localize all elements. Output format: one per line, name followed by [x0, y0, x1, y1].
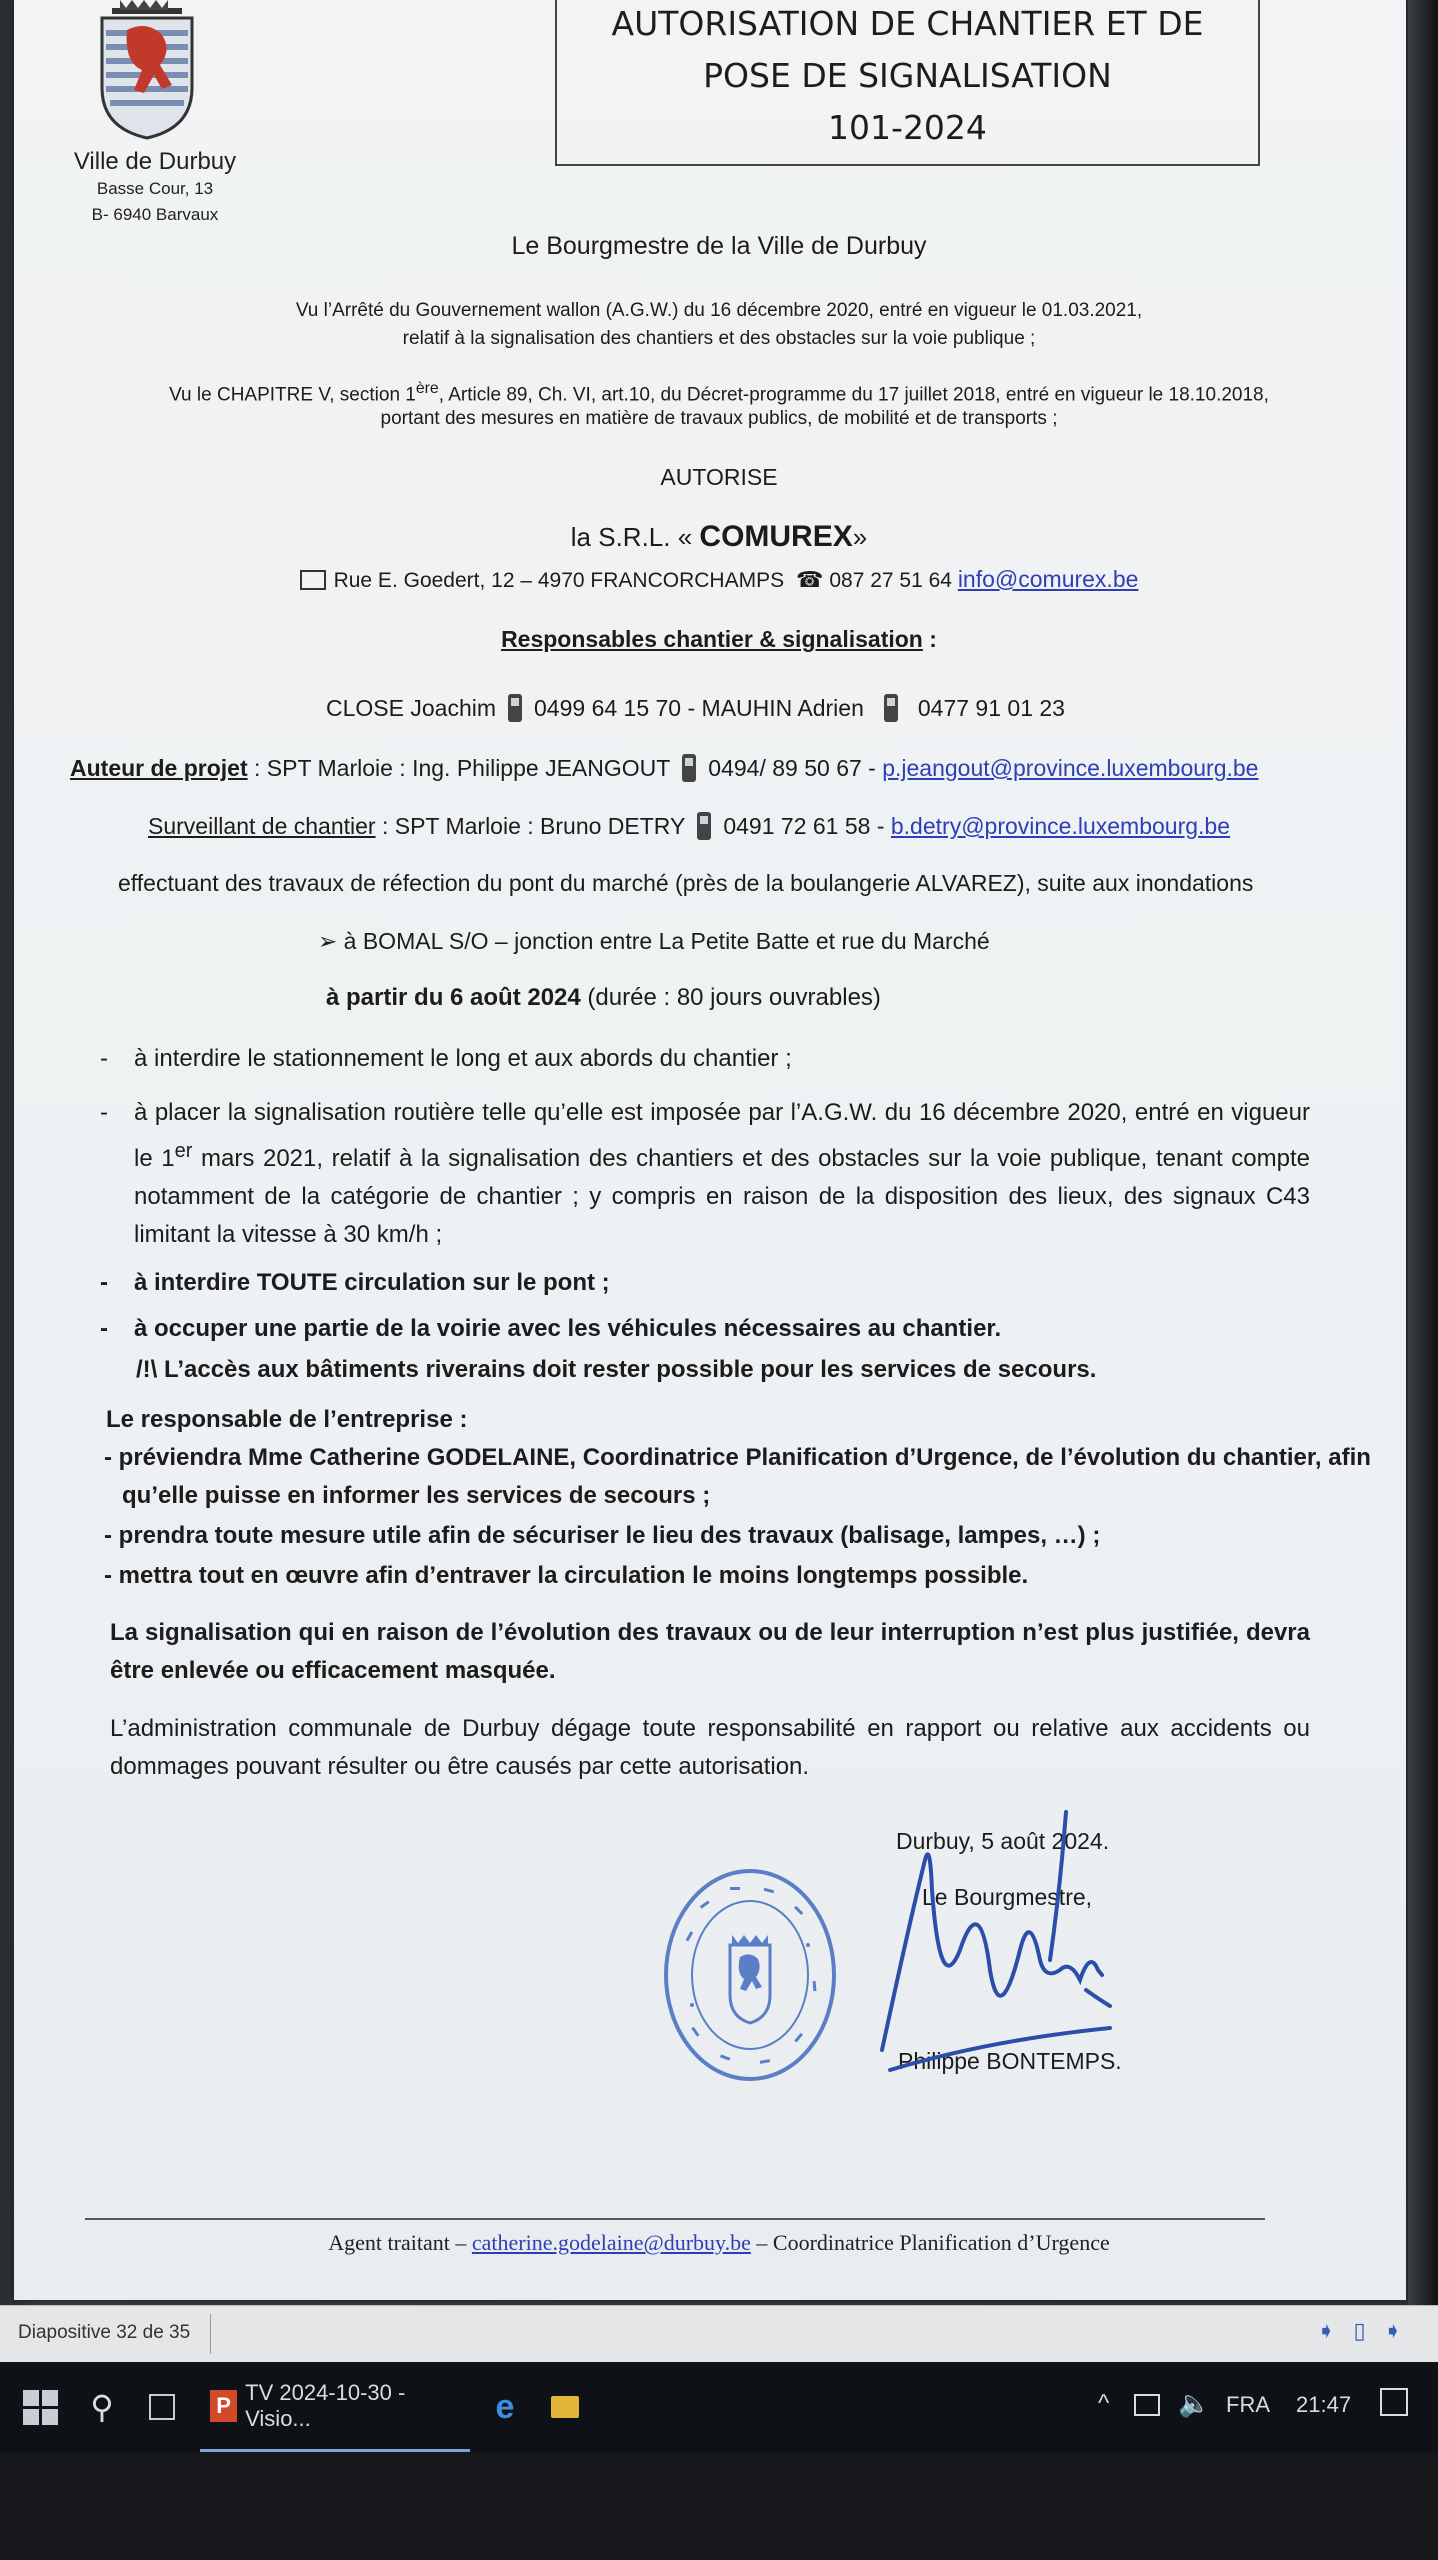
status-bar-controls [1317, 2318, 1420, 2344]
notification-icon[interactable] [1380, 2388, 1408, 2416]
title-line1: AUTORISATION DE CHANTIER ET DE [611, 4, 1204, 43]
network-icon[interactable] [1134, 2394, 1160, 2416]
taskbar-app-file-explorer[interactable] [540, 2362, 590, 2452]
signature-name: Philippe BONTEMPS. [898, 2048, 1122, 2074]
responsable-heading: Le responsable de l’entreprise : [106, 1406, 468, 1433]
company-address: Rue E. Goedert, 12 – 4970 FRANCORCHAMPS [333, 569, 785, 592]
paragraph-signalisation: La signalisation qui en raison de l’évolution des travaux ou de leur interruption n’est plus justifiée, devra être enlevée ou efficacement masquée. [110, 1619, 1310, 1684]
issuer: Le Bourgmestre de la Ville de Durbuy [511, 232, 927, 260]
bullet-4: - à occuper une partie de la voirie avec les véhicules nécessaires au chantier. [100, 1310, 1310, 1348]
auteur-line [70, 754, 1258, 782]
clock[interactable]: 21:47 [1296, 2392, 1352, 2417]
task-view-icon [149, 2394, 175, 2420]
taskbar-app-powerpoint[interactable] [200, 2362, 470, 2452]
responsables-contacts [326, 694, 1065, 722]
search-button[interactable] [72, 2362, 132, 2452]
responsable-1-name: CLOSE Joachim [326, 695, 497, 721]
works-start-date: à partir du 6 août 2024 [326, 984, 581, 1011]
bullet-2-text [134, 1094, 1310, 1254]
surveillant-phone: 0491 72 61 58 - [723, 813, 885, 839]
search-icon: ⚲ [90, 2389, 114, 2425]
bullet-2: - à placer la signalisation routière telle qu’elle est imposée par l’A.G.W. du 16 décembre 2020, entré en vigueur le 1er mars 2021, relatif à la signalisation des chantiers et des obstacles sur la voie publique, tenant compte notamment de la catégorie de chantier ; y compris en raison de la disposition des lieux, des signaux C43 limitant la vitesse à 30 km/h ; [100, 1094, 1310, 1254]
mail-address-icon [300, 570, 326, 590]
surveillant-email-link[interactable]: b.detry@province.luxembourg.be [890, 813, 1231, 839]
town-name: Ville de Durbuy [73, 148, 237, 175]
monitor-bezel [0, 2452, 1438, 2560]
folder-icon [551, 2396, 579, 2418]
slide-counter: Diapositive 32 de 35 [18, 2322, 191, 2343]
task-view-button[interactable] [132, 2362, 192, 2452]
windows-logo-icon [23, 2390, 58, 2425]
auteur-label: Auteur de projet [70, 755, 248, 781]
responsable-item1-line2: qu’elle puisse en informer les services de secours ; [122, 1482, 711, 1509]
official-stamp [660, 1865, 840, 2085]
auteur-phone: 0494/ 89 50 67 - [708, 755, 876, 781]
town-address-line1: Basse Cour, 13 [96, 179, 214, 198]
mobile-phone-icon [682, 754, 696, 782]
surveillant-line [148, 812, 1230, 840]
town-address-block [40, 148, 270, 228]
status-divider [210, 2314, 211, 2354]
footer [0, 2230, 1438, 2256]
responsables-heading: Responsables chantier & signalisation [501, 626, 923, 652]
company-suffix: » [852, 522, 868, 552]
bullet-4-text: à occuper une partie de la voirie avec les véhicules nécessaires au chantier. [134, 1315, 1002, 1342]
works-description: effectuant des travaux de réfection du pont du marché (près de la boulangerie ALVAREZ), suite aux inondations [118, 870, 1254, 896]
footer-suffix: – Coordinatrice Planification d’Urgence [756, 2230, 1110, 2255]
mobile-phone-icon [884, 694, 898, 722]
start-button[interactable] [10, 2362, 70, 2452]
arrow-right-icon[interactable]: ➧ [1383, 2318, 1420, 2343]
company-name-line [0, 520, 1438, 554]
title-line3: 101-2024 [828, 108, 987, 147]
responsables-heading-line [0, 626, 1438, 653]
company-email-link[interactable]: info@comurex.be [957, 566, 1139, 592]
powerpoint-icon: P [210, 2390, 237, 2422]
legal-vu2-line1 [0, 380, 1438, 406]
responsable-2-phone: 0477 91 01 23 [917, 695, 1065, 721]
company-name: COMUREX [699, 520, 853, 553]
handwritten-signature [870, 1800, 1130, 2100]
surveillant-label: Surveillant de chantier [148, 813, 376, 839]
town-address-line2: B- 6940 Barvaux [91, 205, 219, 224]
company-phone: 087 27 51 64 [829, 569, 952, 592]
responsable-item1-line1: - préviendra Mme Catherine GODELAINE, Coordinatrice Planification d’Urgence, de l’évolution du chantier, afin [104, 1444, 1371, 1471]
system-tray [1098, 2362, 1438, 2452]
footer-divider [85, 2218, 1265, 2220]
auteur-email-link[interactable]: p.jeangout@province.luxembourg.be [882, 755, 1259, 781]
chevron-up-icon[interactable]: ^ [1098, 2390, 1110, 2417]
legal-vu2-line2: portant des mesures en matière de travaux publics, de mobilité et de transports ; [380, 408, 1058, 429]
signature-role: Le Bourgmestre, [922, 1884, 1093, 1910]
bullet-1-text: à interdire le stationnement le long et aux abords du chantier ; [134, 1045, 792, 1072]
windows-taskbar [0, 2362, 1438, 2452]
bullet-2-part-a: à placer la signalisation routière telle qu’elle est imposée par l’A.G.W. du 16 décembre 2020, entré en vigueur le 1 [134, 1099, 1310, 1172]
works-duration: (durée : 80 jours ouvrables) [580, 984, 881, 1011]
responsable-item3: - mettra tout en œuvre afin d’entraver la circulation le moins longtemps possible. [104, 1562, 1029, 1589]
mobile-phone-icon [697, 812, 711, 840]
title-line2: POSE DE SIGNALISATION [703, 56, 1112, 95]
taskbar-app-title: TV 2024-10-30 - Visio... [245, 2379, 406, 2431]
notes-icon[interactable]: ▯ [1353, 2318, 1384, 2343]
document-title-box [555, 0, 1260, 166]
responsables-colon: : [922, 626, 937, 652]
legal-vu2-part-b: , Article 89, Ch. VI, art.10, du Décret-programme du 17 juillet 2018, entré en vigueur le 18.10.2018, [438, 384, 1269, 406]
responsable-item2: - prendra toute mesure utile afin de sécuriser le lieu des travaux (balisage, lampes, …) ; [104, 1522, 1101, 1549]
bullet-2-part-b: mars 2021, relatif à la signalisation des chantiers et des obstacles sur la voie publique, tenant compte notamment de la catégorie de chantier ; y compris en raison de la disposition des lieux, des signaux C43 limitant la vitesse à 30 km/h ; [134, 1145, 1310, 1248]
access-warning: /!\ L’accès aux bâtiments riverains doit rester possible pour les services de secours. [136, 1356, 1097, 1383]
works-start-line [326, 984, 881, 1012]
auteur-text: : SPT Marloie : Ing. Philippe JEANGOUT [247, 755, 671, 781]
arrow-right-icon[interactable]: ➧ [1317, 2318, 1354, 2343]
legal-vu1-line1: Vu l’Arrêté du Gouvernement wallon (A.G.W.) du 16 décembre 2020, entré en vigueur le 01.03.2021, [295, 300, 1143, 321]
legal-vu2-sup: ère [415, 380, 439, 397]
bullet-3: - à interdire TOUTE circulation sur le pont ; [100, 1264, 1310, 1302]
edge-icon: e [495, 2387, 515, 2426]
responsables-rest: 0499 64 15 70 - MAUHIN Adrien [534, 695, 864, 721]
autorise-heading: AUTORISE [660, 464, 778, 490]
paragraph-responsabilite: L’administration communale de Durbuy dégage toute responsabilité en rapport ou relative aux accidents ou dommages pouvant résulter ou être causés par cette autorisation. [110, 1715, 1310, 1780]
volume-icon[interactable]: 🔈 [1178, 2388, 1211, 2418]
durbuy-crest-logo [92, 0, 202, 142]
bullet-2-sup: er [174, 1140, 193, 1162]
telephone-icon: ☎ [795, 567, 824, 592]
bullet-1: - à interdire le stationnement le long et aux abords du chantier ; [100, 1040, 1310, 1078]
mobile-phone-icon [508, 694, 522, 722]
bullet-3-text: à interdire TOUTE circulation sur le pont ; [134, 1269, 610, 1296]
footer-email-link[interactable]: catherine.godelaine@durbuy.be [471, 2230, 751, 2255]
legal-vu1-line2: relatif à la signalisation des chantiers et des obstacles sur la voie publique ; [402, 328, 1036, 349]
company-contact-line [0, 566, 1438, 593]
language-indicator[interactable]: FRA [1226, 2392, 1270, 2417]
taskbar-app-edge[interactable] [480, 2362, 530, 2452]
footer-prefix: Agent traitant – [328, 2230, 467, 2255]
company-prefix: la S.R.L. « [570, 522, 693, 552]
app-status-bar [0, 2305, 1438, 2362]
signature-place-date: Durbuy, 5 août 2024. [896, 1828, 1110, 1854]
legal-vu2-part-a: Vu le CHAPITRE V, section 1 [169, 384, 416, 406]
works-location: ➢ à BOMAL S/O – jonction entre La Petite Batte et rue du Marché [318, 928, 990, 954]
surveillant-text: : SPT Marloie : Bruno DETRY [375, 813, 686, 839]
